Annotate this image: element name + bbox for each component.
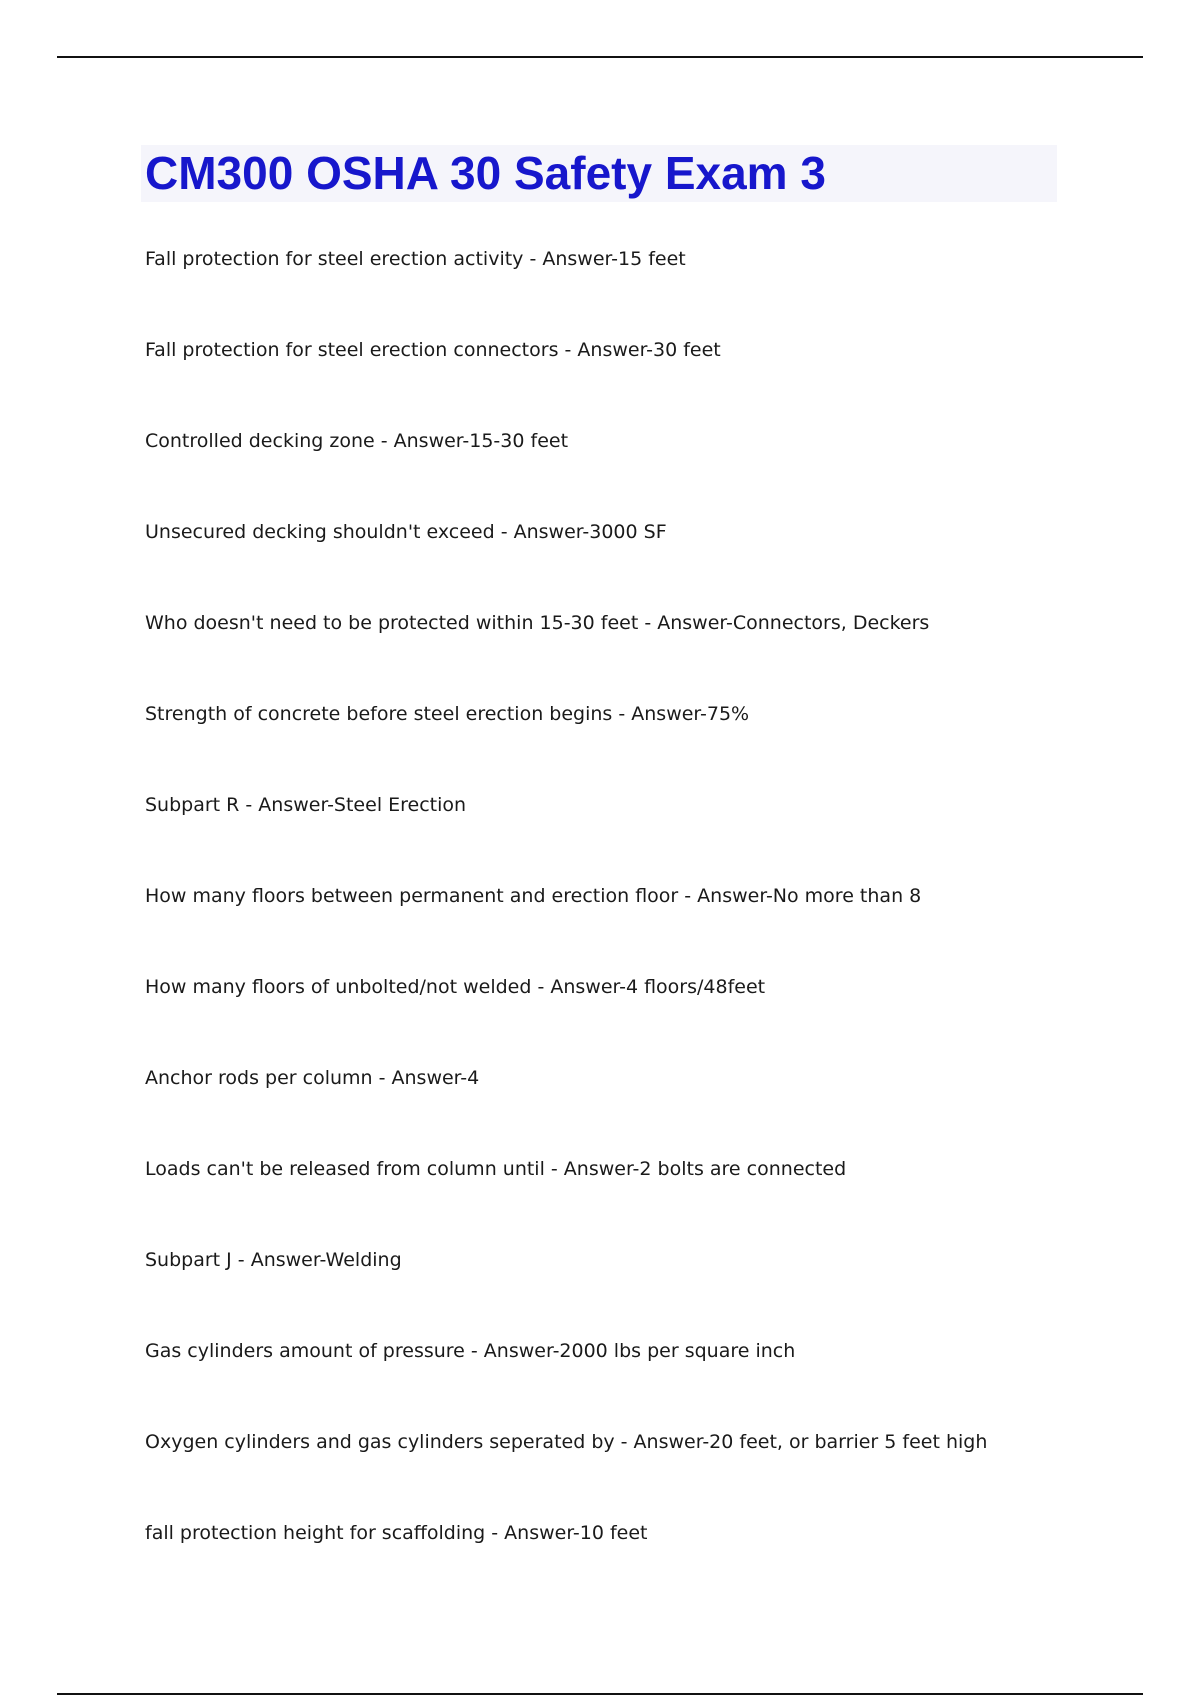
qa-item: Subpart J - Answer-Welding — [145, 1249, 402, 1271]
footer-rule — [57, 1693, 1143, 1695]
qa-item: Fall protection for steel erection connectors - Answer-30 feet — [145, 339, 721, 361]
qa-item: Loads can't be released from column until - Answer-2 bolts are connected — [145, 1158, 847, 1180]
qa-item: Subpart R - Answer-Steel Erection — [145, 794, 467, 816]
qa-item: Unsecured decking shouldn't exceed - Answer-3000 SF — [145, 521, 667, 543]
page-title: CM300 OSHA 30 Safety Exam 3 — [145, 147, 826, 199]
qa-item: How many floors of unbolted/not welded - Answer-4 floors/48feet — [145, 976, 766, 998]
qa-item: How many floors between permanent and erection floor - Answer-No more than 8 — [145, 885, 922, 907]
qa-item: Fall protection for steel erection activity - Answer-15 feet — [145, 248, 686, 270]
qa-item: Strength of concrete before steel erection begins - Answer-75% — [145, 703, 750, 725]
qa-item: Anchor rods per column - Answer-4 — [145, 1067, 480, 1089]
qa-item: Gas cylinders amount of pressure - Answer-2000 lbs per square inch — [145, 1340, 796, 1362]
qa-item: Controlled decking zone - Answer-15-30 feet — [145, 430, 569, 452]
qa-item: fall protection height for scaffolding - Answer-10 feet — [145, 1522, 648, 1544]
qa-item: Who doesn't need to be protected within 15-30 feet - Answer-Connectors, Deckers — [145, 612, 930, 634]
header-rule — [57, 56, 1143, 58]
qa-list — [145, 245, 1105, 1610]
qa-item: Oxygen cylinders and gas cylinders seperated by - Answer-20 feet, or barrier 5 feet high — [145, 1431, 988, 1453]
title-band — [141, 145, 1057, 202]
